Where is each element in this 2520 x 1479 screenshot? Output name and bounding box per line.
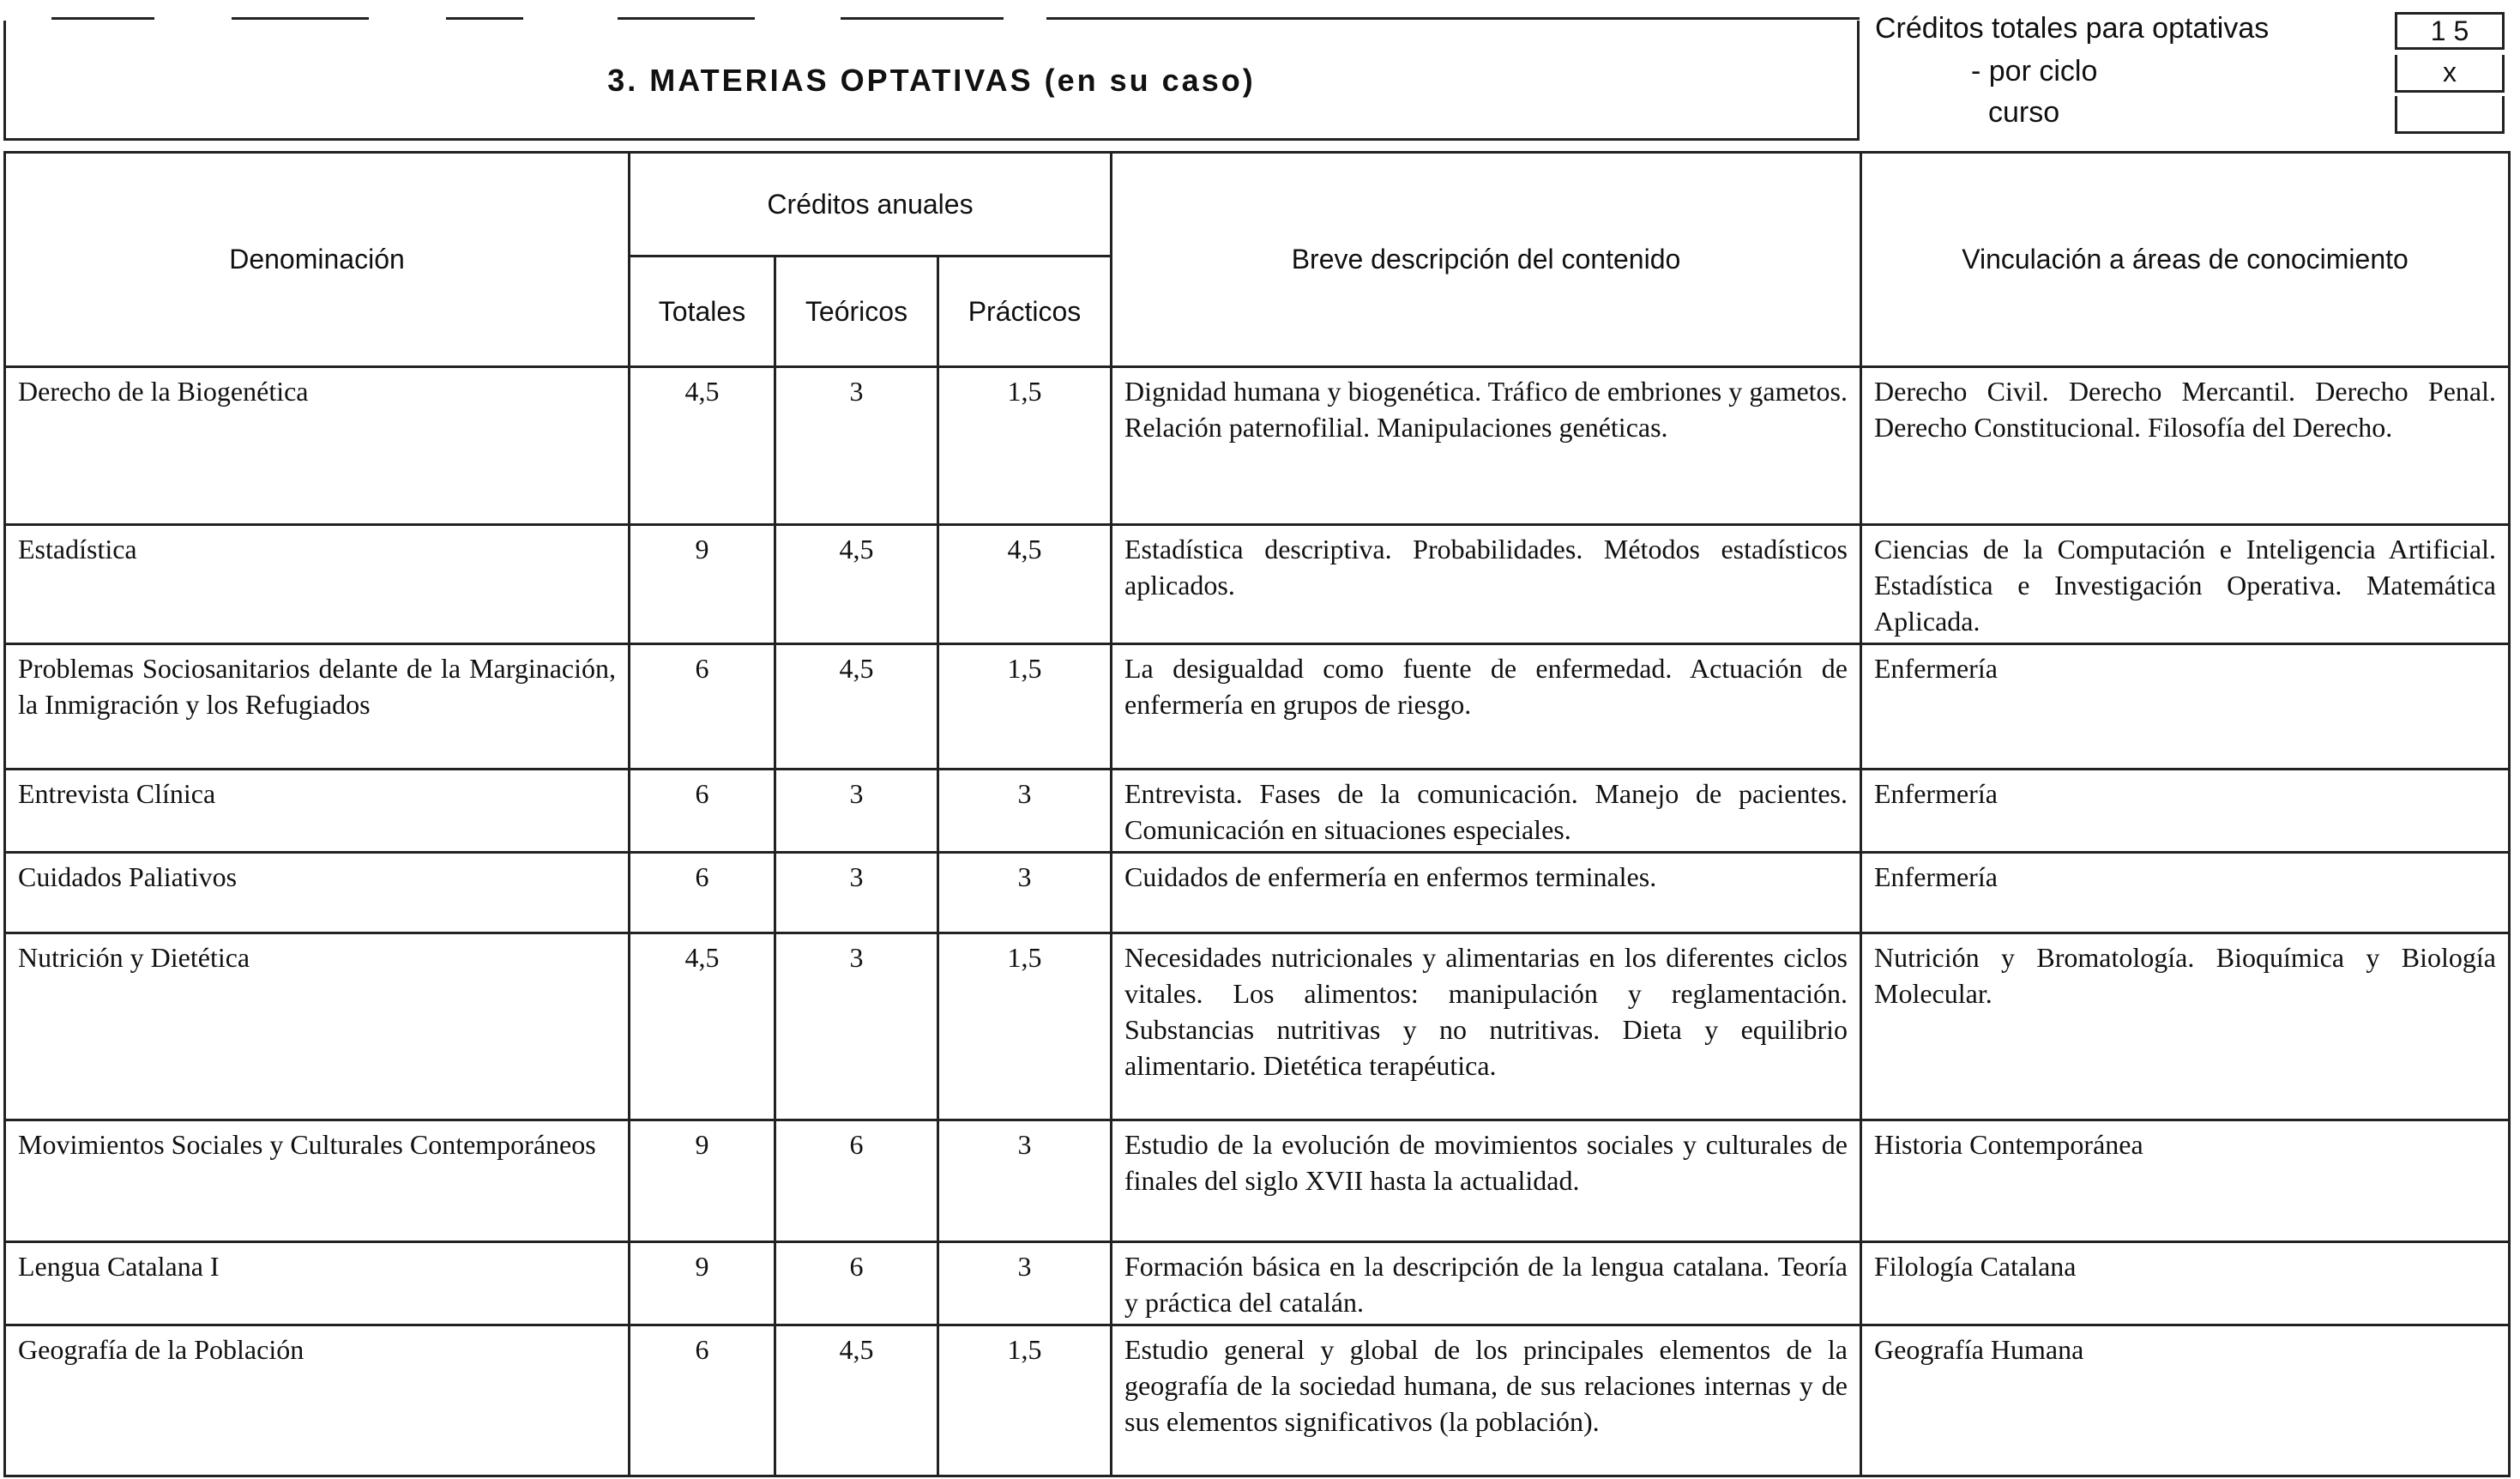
subject-description: La desigualdad como fuente de enfermedad. Actuación de enfermería en grupos de riesgo. (1124, 653, 1848, 720)
table-row (5, 644, 2510, 770)
top-rule-1 (51, 17, 154, 20)
subject-name: Problemas Sociosanitarios delante de la Marginación, la Inmigración y los Refugiados (18, 653, 616, 720)
knowledge-area: Derecho Civil. Derecho Mercantil. Derecho Penal. Derecho Constitucional. Filosofía del Derecho. (1874, 376, 2496, 443)
credits-total: 9 (695, 1251, 709, 1282)
table-row (5, 367, 2510, 525)
subject-name: Lengua Catalana I (18, 1251, 220, 1282)
knowledge-area: Ciencias de la Computación e Inteligencia Artificial. Estadística e Investigación Operativa. Matemática Aplicada. (1874, 534, 2496, 637)
credits-practice: 3 (1017, 778, 1032, 809)
knowledge-area: Enfermería (1874, 653, 1998, 684)
credits-theory: 3 (849, 861, 864, 892)
subject-description: Estudio general y global de los principales elementos de la geografía de la sociedad humana, de sus relaciones internas y de sus elementos significativos (la población). (1124, 1334, 1848, 1437)
por-ciclo-value: x (2395, 55, 2505, 93)
credits-practice: 3 (1017, 861, 1032, 892)
knowledge-area: Nutrición y Bromatología. Bioquímica y Biología Molecular. (1874, 942, 2496, 1009)
knowledge-area: Filología Catalana (1874, 1251, 2077, 1282)
credits-theory: 4,5 (839, 653, 874, 684)
col-denominacion: Denominación (5, 153, 630, 367)
col-descripcion: Breve descripción del contenido (1112, 153, 1861, 367)
table-row (5, 853, 2510, 933)
credits-practice: 3 (1017, 1129, 1032, 1160)
credits-practice: 1,5 (1007, 376, 1042, 407)
col-vinculacion: Vinculación a áreas de conocimiento (1861, 153, 2510, 367)
total-credits-value: 1 5 (2395, 12, 2505, 50)
subject-name: Nutrición y Dietética (18, 942, 250, 973)
top-rule-3 (446, 17, 523, 20)
subject-description: Cuidados de enfermería en enfermos terminales. (1124, 861, 1657, 892)
credits-total: 6 (695, 653, 709, 684)
credits-practice: 1,5 (1007, 1334, 1042, 1365)
credits-theory: 3 (849, 778, 864, 809)
subject-name: Cuidados Paliativos (18, 861, 238, 892)
credits-theory: 3 (849, 942, 864, 973)
credits-practice: 1,5 (1007, 653, 1042, 684)
table-row (5, 770, 2510, 853)
credits-total: 9 (695, 1129, 709, 1160)
credits-theory: 6 (849, 1129, 864, 1160)
section-header-box (3, 21, 1860, 141)
curso-value (2395, 96, 2505, 134)
table-row (5, 525, 2510, 644)
section-title: 3. MATERIAS OPTATIVAS (en su caso) (607, 63, 1256, 98)
top-rule-4 (618, 17, 755, 20)
subject-description: Estudio de la evolución de movimientos sociales y culturales de finales del siglo XVII hasta la actualidad. (1124, 1129, 1848, 1196)
knowledge-area: Historia Contemporánea (1874, 1129, 2143, 1160)
credits-total: 4,5 (684, 942, 720, 973)
top-rule-6 (1046, 17, 1860, 20)
subject-name: Movimientos Sociales y Culturales Contemporáneos (18, 1129, 596, 1160)
table-row (5, 933, 2510, 1120)
credits-theory: 3 (849, 376, 864, 407)
table-row (5, 1242, 2510, 1325)
subject-description: Necesidades nutricionales y alimentarias en los diferentes ciclos vitales. Los alimentos: manipulación y reglamentación. Substancias nutritivas y no nutritivas. Dieta y equilibrio alimentario. Dietética terapéutica. (1124, 942, 1848, 1081)
col-practicos: Prácticos (938, 257, 1112, 367)
subject-description: Formación básica en la descripción de la lengua catalana. Teoría y práctica del catalán. (1124, 1251, 1848, 1318)
credits-total: 6 (695, 1334, 709, 1365)
credits-total: 4,5 (684, 376, 720, 407)
top-rule-5 (841, 17, 1004, 20)
optional-credits-box (1860, 7, 2508, 134)
knowledge-area: Enfermería (1874, 861, 1998, 892)
subject-description: Estadística descriptiva. Probabilidades. Métodos estadísticos aplicados. (1124, 534, 1848, 601)
credits-practice: 1,5 (1007, 942, 1042, 973)
col-teoricos: Teóricos (775, 257, 938, 367)
table-row (5, 1325, 2510, 1476)
credits-total: 6 (695, 861, 709, 892)
credits-practice: 3 (1017, 1251, 1032, 1282)
credits-practice: 4,5 (1007, 534, 1042, 564)
optional-subjects-table (3, 151, 2511, 1477)
top-rule-2 (232, 17, 369, 20)
col-creditos-anuales: Créditos anuales (630, 153, 1112, 257)
knowledge-area: Enfermería (1874, 778, 1998, 809)
subject-name: Estadística (18, 534, 137, 564)
knowledge-area: Geografía Humana (1874, 1334, 2084, 1365)
credits-theory: 4,5 (839, 1334, 874, 1365)
credits-theory: 4,5 (839, 534, 874, 564)
subject-name: Entrevista Clínica (18, 778, 216, 809)
subject-name: Derecho de la Biogenética (18, 376, 309, 407)
credits-theory: 6 (849, 1251, 864, 1282)
credits-total: 6 (695, 778, 709, 809)
table-row (5, 1120, 2510, 1242)
total-credits-label: Créditos totales para optativas (1875, 12, 2270, 45)
subject-description: Dignidad humana y biogenética. Tráfico de embriones y gametos. Relación paternofilial. Manipulaciones genéticas. (1124, 376, 1848, 443)
curso-label: curso (1988, 96, 2060, 129)
subject-name: Geografía de la Población (18, 1334, 304, 1365)
col-totales: Totales (630, 257, 775, 367)
subject-description: Entrevista. Fases de la comunicación. Manejo de pacientes. Comunicación en situaciones especiales. (1124, 778, 1848, 845)
por-ciclo-label: - por ciclo (1971, 55, 2098, 88)
credits-total: 9 (695, 534, 709, 564)
